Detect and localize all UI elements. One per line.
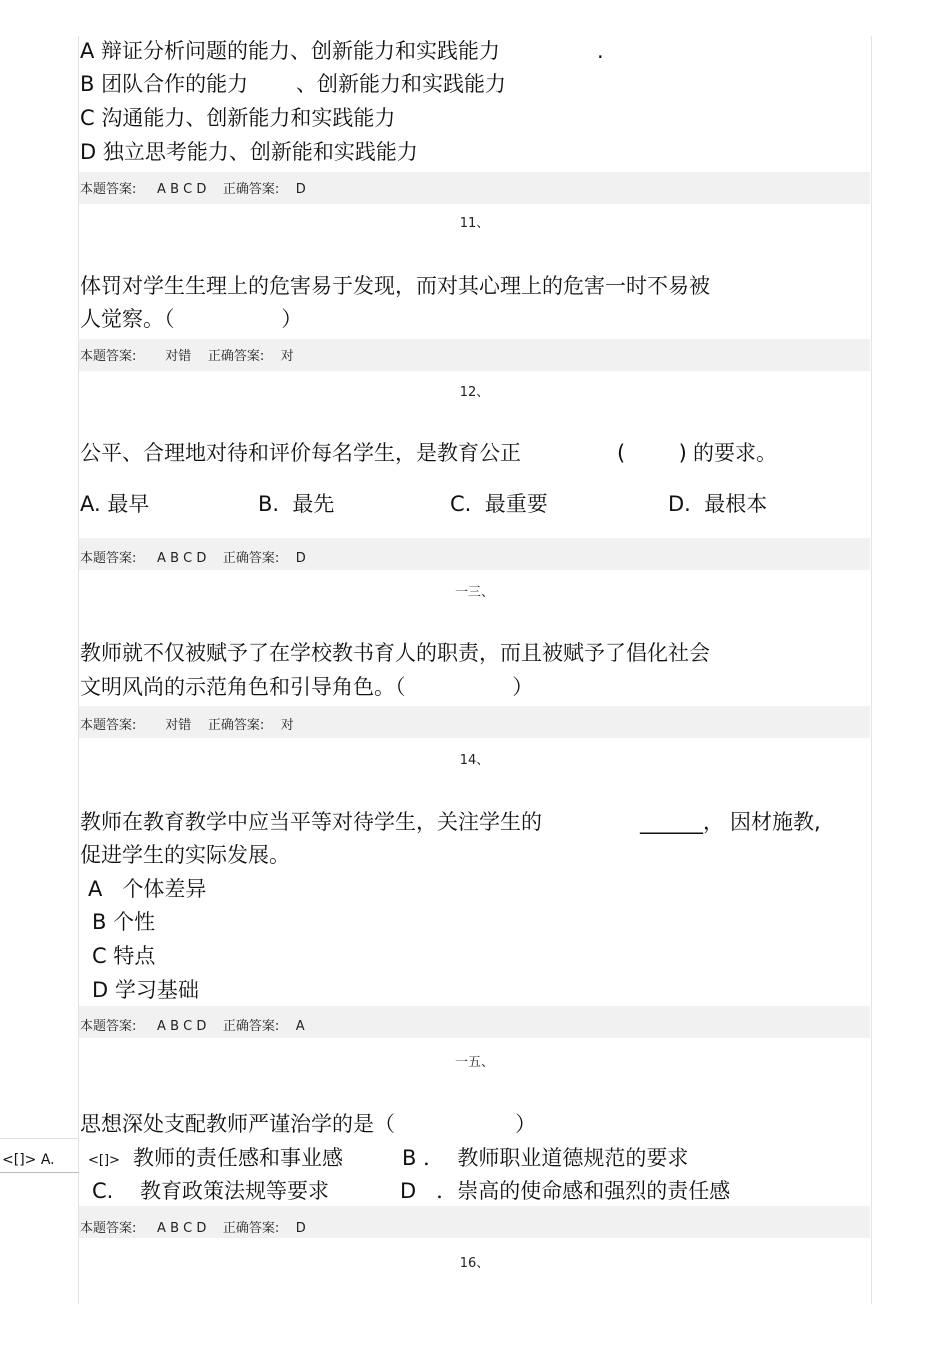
q14-stem-line2: 促进学生的实际发展。: [80, 843, 290, 867]
q10-option-b: B 团队合作的能力: [80, 72, 249, 96]
q15-stem: 思想深处支配教师严谨治学的是（ ）: [80, 1112, 537, 1136]
q11-stem-line2: 人觉察。（ ）: [80, 307, 303, 331]
q12-answer-line: 本题答案: A B C D 正确答案: D: [80, 551, 306, 566]
q10-dot: .: [597, 39, 604, 63]
q13-number: 一三、: [454, 585, 494, 600]
q12-option-a: A. 最早: [80, 492, 150, 516]
q10-option-b-tail: 、创新能力和实践能力: [296, 72, 506, 96]
q10-option-d: D 独立思考能力、创新能和实践能力: [80, 140, 418, 164]
q14-stem: 教师在教育教学中应当平等对待学生，关注学生的: [80, 810, 542, 834]
q13-stem-line2: 文明风尚的示范角色和引导角色。（ ）: [80, 675, 534, 699]
q14-answer-line: 本题答案: A B C D 正确答案: A: [80, 1019, 305, 1034]
q15-option-d: D ．崇高的使命感和强烈的责任感: [400, 1179, 731, 1203]
q12-stem-tail: 的要求。: [693, 441, 777, 465]
q15-side-label: <[]> A.: [2, 1152, 55, 1168]
q11-stem-line1: 体罚对学生生理上的危害易于发现，而对其心理上的危害一时不易被: [80, 274, 710, 298]
q12-number: 12、: [459, 385, 490, 400]
q12-option-d: D. 最根本: [668, 492, 768, 516]
q11-answer-line: 本题答案: 对错 正确答案: 对: [80, 349, 294, 364]
q13-stem-line1: 教师就不仅被赋予了在学校教书育人的职责，而且被赋予了倡化社会: [80, 641, 710, 665]
q14-stem-tail: 因材施教,: [730, 810, 821, 834]
q13-answer-line: 本题答案: 对错 正确答案: 对: [80, 718, 294, 733]
q10-option-a: A 辩证分析问题的能力、创新能力和实践能力: [80, 39, 501, 63]
q14-option-b: B 个性: [92, 910, 156, 934]
q15-option-b: B ． 教师职业道德规范的要求: [402, 1146, 689, 1170]
q14-option-c: C 特点: [92, 944, 156, 968]
q15-answer-line: 本题答案: A B C D 正确答案: D: [80, 1221, 306, 1236]
q15-side-rule: [0, 1172, 79, 1173]
q12-paren: ( ): [617, 441, 687, 465]
q10-option-c: C 沟通能力、创新能力和实践能力: [80, 106, 396, 130]
q12-option-c: C. 最重要: [450, 492, 548, 516]
q14-option-d: D 学习基础: [92, 978, 199, 1002]
q10-answer-line: 本题答案: A B C D 正确答案: D: [80, 182, 306, 197]
q14-blank: ______，: [640, 810, 724, 834]
q14-option-a: A 个体差异: [88, 877, 207, 901]
q14-number: 14、: [459, 753, 490, 768]
q15-option-c: C. 教育政策法规等要求: [92, 1179, 330, 1203]
q15-number: 一五、: [454, 1055, 494, 1070]
q15-small-mark: <[]>: [88, 1153, 120, 1168]
q11-number: 11、: [459, 216, 490, 231]
q12-stem: 公平、合理地对待和评价每名学生，是教育公正: [80, 441, 521, 465]
q16-number: 16、: [459, 1256, 490, 1271]
q12-option-b: B. 最先: [258, 492, 335, 516]
q15-option-a: 教师的责任感和事业感: [133, 1146, 343, 1170]
